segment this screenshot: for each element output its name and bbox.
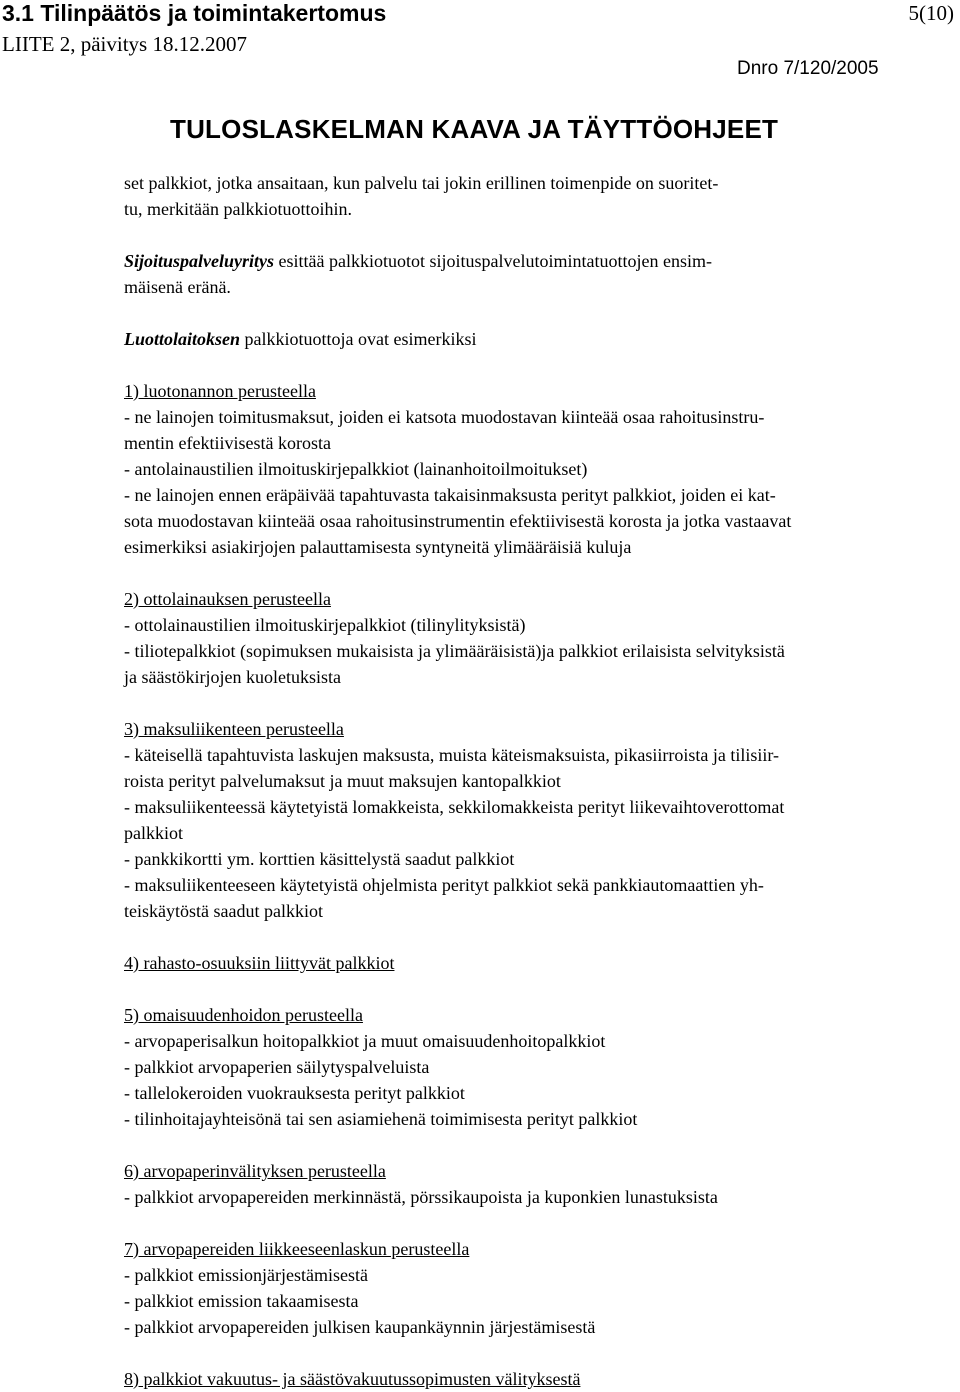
section-line: - tilinhoitajayhteisönä tai sen asiamiehenä toimimisesta perityt palkkiot (124, 1109, 638, 1129)
section-block (124, 378, 958, 560)
document-title: TULOSLASKELMAN KAAVA JA TÄYTTÖOHJEET (170, 114, 779, 144)
section-heading: 5) omaisuudenhoidon perusteella (124, 1005, 363, 1025)
section-line: - palkkiot arvopapereiden merkinnästä, pörssikaupoista ja kuponkien lunastuksista (124, 1187, 718, 1207)
section-heading: 7) arvopapereiden liikkeeseenlaskun perusteella (124, 1239, 470, 1259)
section-heading: 6) arvopaperinvälityksen perusteella (124, 1161, 386, 1181)
header-title: 3.1 Tilinpäätös ja toimintakertomus (2, 0, 387, 26)
section-line: - ne lainojen toimitusmaksut, joiden ei katsota muodostavan kiinteää osaa rahoitusinstru- (124, 407, 765, 427)
section-line: sota muodostavan kiinteää osaa rahoitusinstrumentin efektiivisestä korosta ja jotka vastaavat (124, 511, 792, 531)
section-line: esimerkiksi asiakirjojen palauttamisesta syntyneitä ylimääräisiä kuluja (124, 537, 632, 557)
intro-line: tu, merkitään palkkiotuottoihin. (124, 199, 352, 219)
intro-line: set palkkiot, jotka ansaitaan, kun palvelu tai jokin erillinen toimenpide on suoritet- (124, 173, 719, 193)
section-line: - ottolainaustilien ilmoituskirjepalkkiot (tilinylityksistä) (124, 615, 526, 635)
credit-text: palkkiotuottoja ovat esimerkiksi (240, 329, 477, 349)
section-line: - maksuliikenteessä käytetyistä lomakkeista, sekkilomakkeista perityt liikevaihtoverottomat (124, 797, 785, 817)
section-block (124, 1158, 958, 1210)
section-line: - palkkiot emission takaamisesta (124, 1291, 359, 1311)
investment-paragraph (124, 248, 958, 274)
section-block (124, 1002, 958, 1132)
section-heading: 2) ottolainauksen perusteella (124, 589, 331, 609)
credit-paragraph (124, 326, 958, 352)
section-line: ja säästökirjojen kuoletuksista (124, 667, 341, 687)
section-block (124, 1366, 958, 1392)
section-line: - palkkiot arvopaperien säilytyspalveluista (124, 1057, 430, 1077)
header-subtitle: LIITE 2, päivitys 18.12.2007 (2, 32, 247, 56)
investment-paragraph-cont: mäisenä eränä. (124, 277, 231, 297)
section-heading: 1) luotonannon perusteella (124, 381, 316, 401)
section-block (124, 1236, 958, 1340)
section-line: - arvopaperisalkun hoitopalkkiot ja muut omaisuudenhoitopalkkiot (124, 1031, 606, 1051)
section-line: - palkkiot arvopapereiden julkisen kaupankäynnin järjestämisestä (124, 1317, 596, 1337)
document-body (124, 170, 958, 1392)
section-heading: 8) palkkiot vakuutus- ja säästövakuutussopimusten välityksestä (124, 1369, 581, 1389)
investment-text: esittää palkkiotuotot sijoituspalvelutoimintatuottojen ensim- (274, 251, 712, 271)
page-number: 5(10) (908, 1, 954, 25)
document-number: Dnro 7/120/2005 (737, 58, 879, 79)
section-line: - ne lainojen ennen eräpäivää tapahtuvasta takaisinmaksusta perityt palkkiot, joiden ei kat- (124, 485, 776, 505)
section-line: - antolainaustilien ilmoituskirjepalkkiot (lainanhoitoilmoitukset) (124, 459, 588, 479)
section-list (124, 378, 958, 1392)
section-block (124, 716, 958, 924)
section-line: - pankkikortti ym. korttien käsittelystä saadut palkkiot (124, 849, 515, 869)
section-block (124, 950, 958, 976)
section-line: - maksuliikenteeseen käytetyistä ohjelmista perityt palkkiot sekä pankkiautomaattien yh- (124, 875, 764, 895)
credit-term: Luottolaitoksen (124, 329, 241, 349)
section-heading: 3) maksuliikenteen perusteella (124, 719, 344, 739)
section-heading: 4) rahasto-osuuksiin liittyvät palkkiot (124, 953, 395, 973)
section-line: mentin efektiivisestä korosta (124, 433, 331, 453)
section-line: - palkkiot emissionjärjestämisestä (124, 1265, 368, 1285)
section-block (124, 586, 958, 690)
section-line: - tallelokeroiden vuokrauksesta perityt palkkiot (124, 1083, 465, 1103)
investment-term: Sijoituspalveluyritys (124, 251, 275, 271)
section-line: - tiliotepalkkiot (sopimuksen mukaisista ja ylimääräisistä)ja palkkiot erilaisista selvityksistä (124, 641, 785, 661)
section-line: - käteisellä tapahtuvista laskujen maksusta, muista käteismaksuista, pikasiirroista ja tilisiir- (124, 745, 779, 765)
section-line: teiskäytöstä saadut palkkiot (124, 901, 323, 921)
section-line: palkkiot (124, 823, 183, 843)
section-line: roista perityt palvelumaksut ja muut maksujen kantopalkkiot (124, 771, 561, 791)
